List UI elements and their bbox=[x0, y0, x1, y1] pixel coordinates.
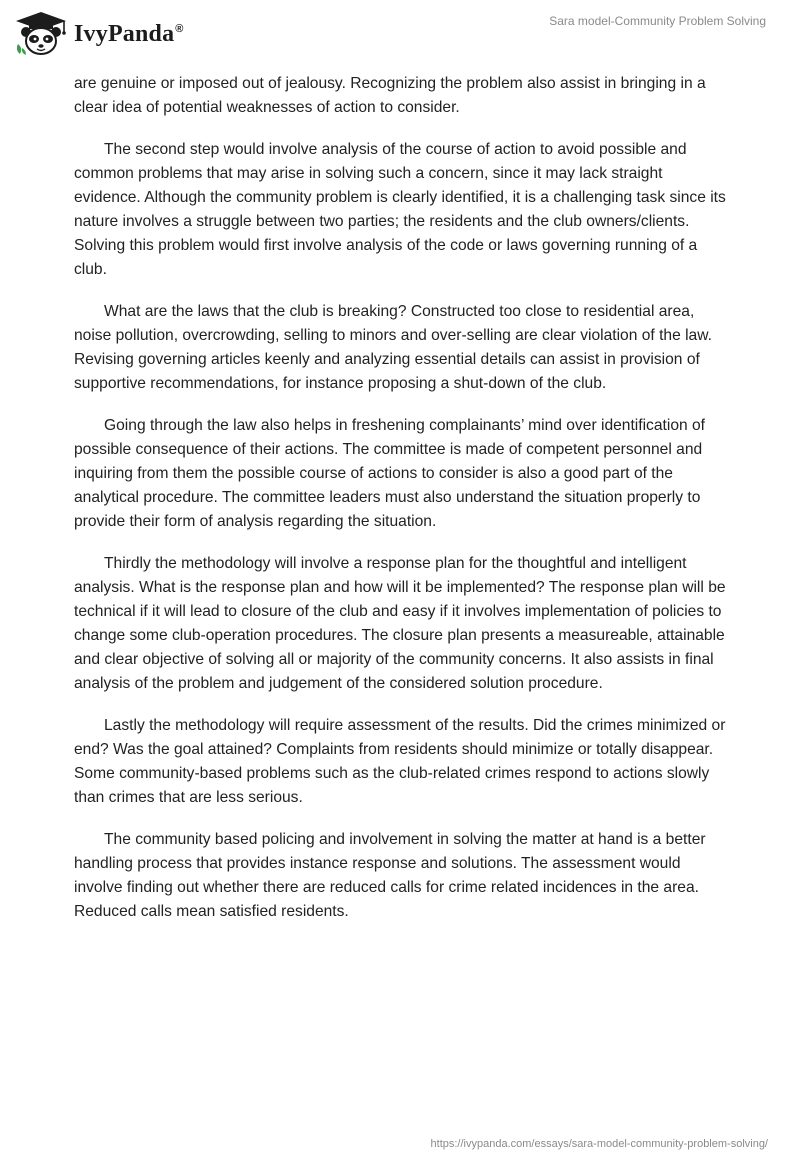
paragraph: Thirdly the methodology will involve a response plan for the thoughtful and intelligent analysis. What is the response plan and how will it be implemented? The response plan will be technical if it will lead to closure of the club and easy if it involves implementation of policies to change some club-operation procedures. The closure plan presents a measureable, attainable and clear objective of solving all or majority of the community concerns. It also assists in final analysis of the problem and judgement of the considered solution procedure. bbox=[74, 555, 726, 692]
document-title: Sara model-Community Problem Solving bbox=[549, 14, 766, 28]
paragraph: The second step would involve analysis of the course of action to avoid possible and common problems that may arise in solving such a concern, since it may lack straight evidence. Although the community problem is clearly identified, it is a challenging task since its nature involves a struggle between two parties; the residents and the club owners/clients. Solving this problem would first involve analysis of the code or laws governing running of a club. bbox=[74, 141, 726, 278]
paragraph: What are the laws that the club is breaking? Constructed too close to residential area, noise pollution, overcrowding, selling to minors and over-selling are clear violation of the law. Revising governing articles keenly and analyzing essential details can assist in provision of supportive recommendations, for instance proposing a shut-down of the club. bbox=[74, 303, 712, 392]
ivypanda-logo[interactable] bbox=[14, 10, 184, 56]
source-url[interactable]: https://ivypanda.com/essays/sara-model-community-problem-solving/ bbox=[430, 1138, 768, 1150]
paragraph: The community based policing and involvement in solving the matter at hand is a better handling process that provides instance response and solutions. The assessment would involve finding out whether there are reduced calls for crime related incidences in the area. Reduced calls mean satisfied residents. bbox=[74, 831, 706, 920]
essay-body bbox=[74, 72, 729, 942]
paragraph: are genuine or imposed out of jealousy. Recognizing the problem also assist in bringing in a clear idea of potential weaknesses of action to consider. bbox=[74, 75, 706, 116]
logo-text: IvyPanda® bbox=[74, 20, 184, 47]
page-header bbox=[0, 0, 800, 64]
paragraph: Going through the law also helps in freshening complainants’ mind over identification of possible consequence of their actions. The committee is made of competent personnel and inquiring from them the possible course of actions to consider is also a good part of the analytical procedure. The committee leaders must also understand the situation properly to provide their form of analysis regarding the situation. bbox=[74, 417, 705, 530]
paragraph: Lastly the methodology will require assessment of the results. Did the crimes minimized or end? Was the goal attained? Complaints from residents should minimize or totally disappear. Some community-based problems such as the club-related crimes respond to actions slowly than crimes that are less serious. bbox=[74, 717, 726, 806]
panda-graduate-icon bbox=[14, 10, 68, 56]
